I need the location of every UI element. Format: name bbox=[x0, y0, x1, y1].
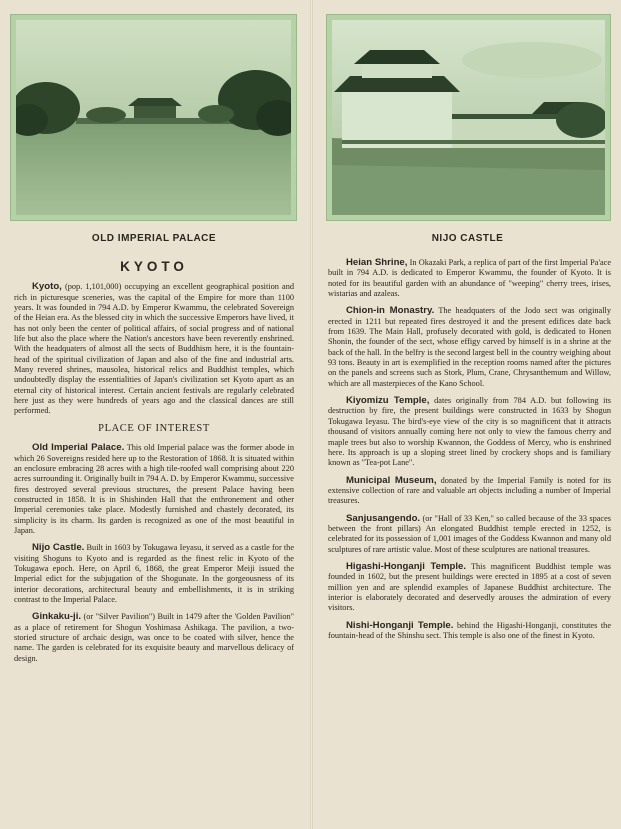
entry-paragraph bbox=[14, 612, 294, 664]
entry-text: dates originally from 784 A.D. but following its destruction by fire, the present buildings were constructed in 1633 by Shogun Tokugawa Ieyasu. The bird's-eye view of the city is so magnificent that it attracts thousand of visitors annually coming here not only to view the famous cherry and maple trees but also to worship Kwannon, the Goddess of Mercy, who is enshrined here. Its approach is up a sloping street lined by crockery shops and is familiary known as "Tea-pot Lane". bbox=[328, 396, 611, 468]
entry-paragraph bbox=[14, 443, 294, 536]
entry-text: The headquaters of the Jodo sect was originally erected in 1211 but repeated fires destroyed it and the present edifices date back from 1639. The Main Hall, profusely decorated with gold, is dedicated to Honen Shonin, the founder of the sect, whose effigy carved by himself is in a shrine at the back of the hall. In the belfry is the second largest bell in the country weighing about 93 tons. Beauty in art is exemplified in the reception rooms named after the pictures on the panels and screens such as Stork, Plum, Crane, Chrysanthemum and Willow, which are all masterpieces of the Kano School. bbox=[328, 306, 611, 388]
entry-paragraph bbox=[14, 543, 294, 605]
intro-keyword: Kyoto, bbox=[32, 281, 62, 293]
entry-keyword: Higashi-Honganji Temple. bbox=[346, 560, 467, 572]
entry-text: Built in 1603 by Tokugawa Ieyasu, it served as a castle for the visiting Shoguns to Kyoto and is regarded as the finest relic in Kyoto of the Tokugawa epoch. Here, on April 6, 1868, the great Emperor Meiji issued the Imperial edict for the subjugation of the Shogunate. In the gorgeousness of its interior decorations, architectural beauty and embellishments, it is in striking contrast to the Imperial Palace. bbox=[14, 543, 295, 604]
entry-paragraph bbox=[328, 258, 611, 299]
entry-text: In Okazaki Park, a replica of part of the first Imperial Pa'ace built in 794 A.D. is dedicated to Emperor Kwammu, the founder of Kyoto. It is noted for its beautiful garden with an abundance of "weeping" cherry trees, irises, wistarias and azaleas. bbox=[328, 258, 612, 299]
entry-keyword: Municipal Museum, bbox=[346, 474, 437, 486]
entry-paragraph bbox=[328, 514, 611, 555]
entry-text: (or "Hall of 33 Ken," so called because of the 33 spaces between the front pillars) An elongated Buddhist temple erected in 1252, is celebrated for its possession of 1,001 images of the Goddess Kwannon and many old sculptures of rare artistic value. Most of these sculptures are national treasures. bbox=[328, 513, 612, 554]
entry-keyword: Ginkaku-ji. bbox=[32, 611, 82, 623]
entry-paragraph bbox=[328, 621, 611, 642]
nijo-castle-photo bbox=[326, 14, 611, 221]
entry-keyword: Sanjusangendo. bbox=[346, 512, 421, 524]
left-article bbox=[14, 258, 294, 671]
entry-paragraph bbox=[328, 476, 611, 507]
entry-keyword: Kiyomizu Temple, bbox=[346, 395, 430, 407]
intro-paragraph bbox=[14, 282, 294, 416]
old-imperial-palace-photo bbox=[10, 14, 297, 221]
entry-text: behind the Higashi-Honganji, constitutes the fountain-head of the Shinshu sect. This temple is also one of the finest in Kyoto. bbox=[328, 620, 611, 640]
entry-keyword: Chion-in Monastry. bbox=[346, 305, 435, 317]
entry-paragraph bbox=[328, 562, 611, 614]
entry-keyword: Old Imperial Palace. bbox=[32, 442, 125, 454]
entry-keyword: Nishi-Honganji Temple. bbox=[346, 619, 454, 631]
entry-text: This old Imperial palace was the former abode in which 26 Sovereigns resided here up to the Restoration of 1868. It is situated within an enclosure embracing 28 acres with a high tile-roofed wall comprising about 220 acres surrounding it. Originally built in 794 A. D. by Emperor Kwammu, successive fires destroyed several previous structures, the present Palace having been constructed in 1858. It is in Shishinden Hall that the enthronement and other Imperial ceremonies take place. Modestly furnished and chastely decorated, its simplicity is its charm. Its garden is recognized as one of the most beautiful in Japan. bbox=[14, 443, 294, 535]
entry-text: This magnificent Buddhist temple was founded in 1602, but the present buildings were erected in 1895 at a cost of seven million yen and are splendid examples of Japanese Buddhist architecture. The interior is elaborately decorated and deservedly arouses the admiration of every visitors. bbox=[328, 561, 611, 613]
entry-text: (or "Silver Pavilion") Built in 1479 after the 'Golden Pavilion" as a place of retirement for Shogun Yoshimasa Ashikaga. The pavilion, a two-storied structure of archaic design, was once to be coated with silver, hence the name. The garden is celebrated for its exquisite beauty and marvellous delicacy of design. bbox=[14, 612, 295, 663]
entry-text: donated by the Imperial Family is noted for its extensive collection of rare and valuable art objects including a number of Imperial treasures. bbox=[328, 475, 611, 506]
entry-paragraph bbox=[328, 306, 611, 389]
photo-caption-left: OLD IMPERIAL PALACE bbox=[91, 233, 217, 244]
entry-keyword: Heian Shrine, bbox=[346, 257, 408, 268]
page-fold bbox=[310, 0, 313, 829]
right-article bbox=[328, 258, 611, 648]
right-column bbox=[314, 0, 621, 829]
entry-keyword: Nijo Castle. bbox=[32, 542, 85, 554]
article-heading: KYOTO bbox=[120, 259, 188, 274]
section-subheading: PLACE OF INTEREST bbox=[98, 422, 210, 434]
intro-text: (pop. 1,101,000) occupying an excellent geographical position and rich in picturesque sceneries, was the capital of the Empire for more than 1100 years. It was founded in 794 A.D. by Emperor Kwammu, the celebrated Sovereign of the Heian era. As the blessed city in which the successive Emperors have lived, it has not only been the center of political affairs, of social progress and of national life but also the place where the Nation's ancestors have been reverently enshrined. With the headquaters of almost all the sects of Buddhism here, it is the fountain-head of the spiritual civilization of Japan and also of the fine and industrial arts. Many revered shrines, mausolea, historical relics and Buddhist temples, which undoubtedly display the essentialities of Japan's civilization set Kyoto apart as an eternal city of historical interest. Certain ancient festivals are regularly celebrated here just as they were hundreds of years ago and the classical dances are still performed. bbox=[14, 282, 294, 416]
left-column bbox=[0, 0, 308, 829]
photo-caption-right: NIJO CASTLE bbox=[431, 233, 504, 244]
entry-paragraph bbox=[328, 396, 611, 468]
